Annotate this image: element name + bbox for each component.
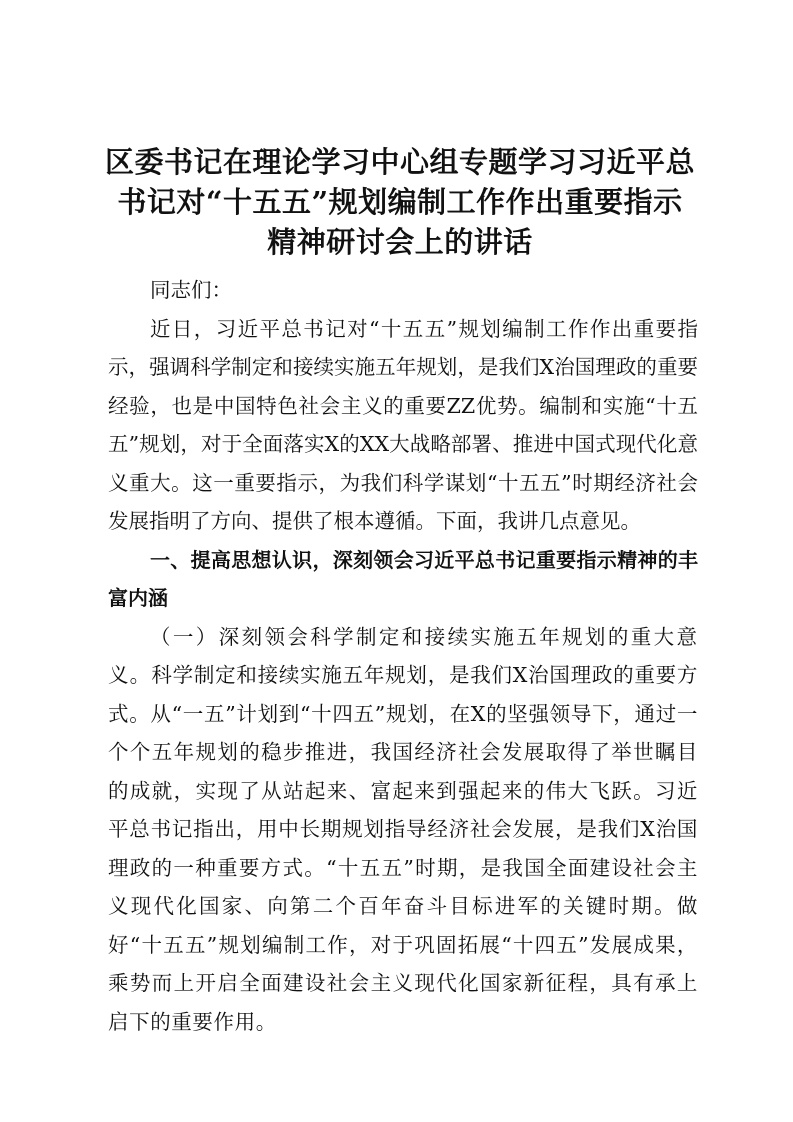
subsection-1-paragraph	[108, 618, 698, 1042]
section-1-heading: 一、提高思想认识，深刻领会习近平总书记重要指示精神的丰富内涵	[108, 547, 698, 610]
intro-paragraph: 近日，习近平总书记对“十五五”规划编制工作作出重要指示，强调科学制定和接续实施五年规划，是我们X治国理政的重要经验，也是中国特色社会主义的重要ZZ优势。编制和实施“十五五”规划，对于全面落实X的XX大战略部署、推进中国式现代化意义重大。这一重要指示，为我们科学谋划“十五五”时期经济社会发展指明了方向、提供了根本遵循。下面，我讲几点意见。	[108, 316, 698, 533]
greeting: 同志们：	[150, 278, 232, 302]
document-title	[100, 142, 700, 262]
document-body	[108, 271, 698, 1041]
subsection-1-heading: （一）深刻领会科学制定和接续实施五年规划的重大意义。	[108, 624, 698, 687]
title-line-2: 书记对“十五五”规划编制工作作出重要指示	[117, 185, 683, 219]
title-line-1: 区委书记在理论学习中心组专题学习习近平总	[104, 145, 695, 179]
title-line-3: 精神研讨会上的讲话	[267, 225, 533, 259]
subsection-1-body: 科学制定和接续实施五年规划，是我们X治国理政的重要方式。从“一五”计划到“十四五”规划，在X的坚强领导下，通过一个个五年规划的稳步推进，我国经济社会发展取得了举世瞩目的成就，实现了从站起来、富起来到强起来的伟大飞跃。习近平总书记指出，用中长期规划指导经济社会发展，是我们X治国理政的一种重要方式。“十五五”时期，是我国全面建设社会主义现代化国家、向第二个百年奋斗目标进军的关键时期。做好“十五五”规划编制工作，对于巩固拓展“十四五”发展成果，乘势而上开启全面建设社会主义现代化国家新征程，具有承上启下的重要作用。	[108, 663, 698, 1034]
